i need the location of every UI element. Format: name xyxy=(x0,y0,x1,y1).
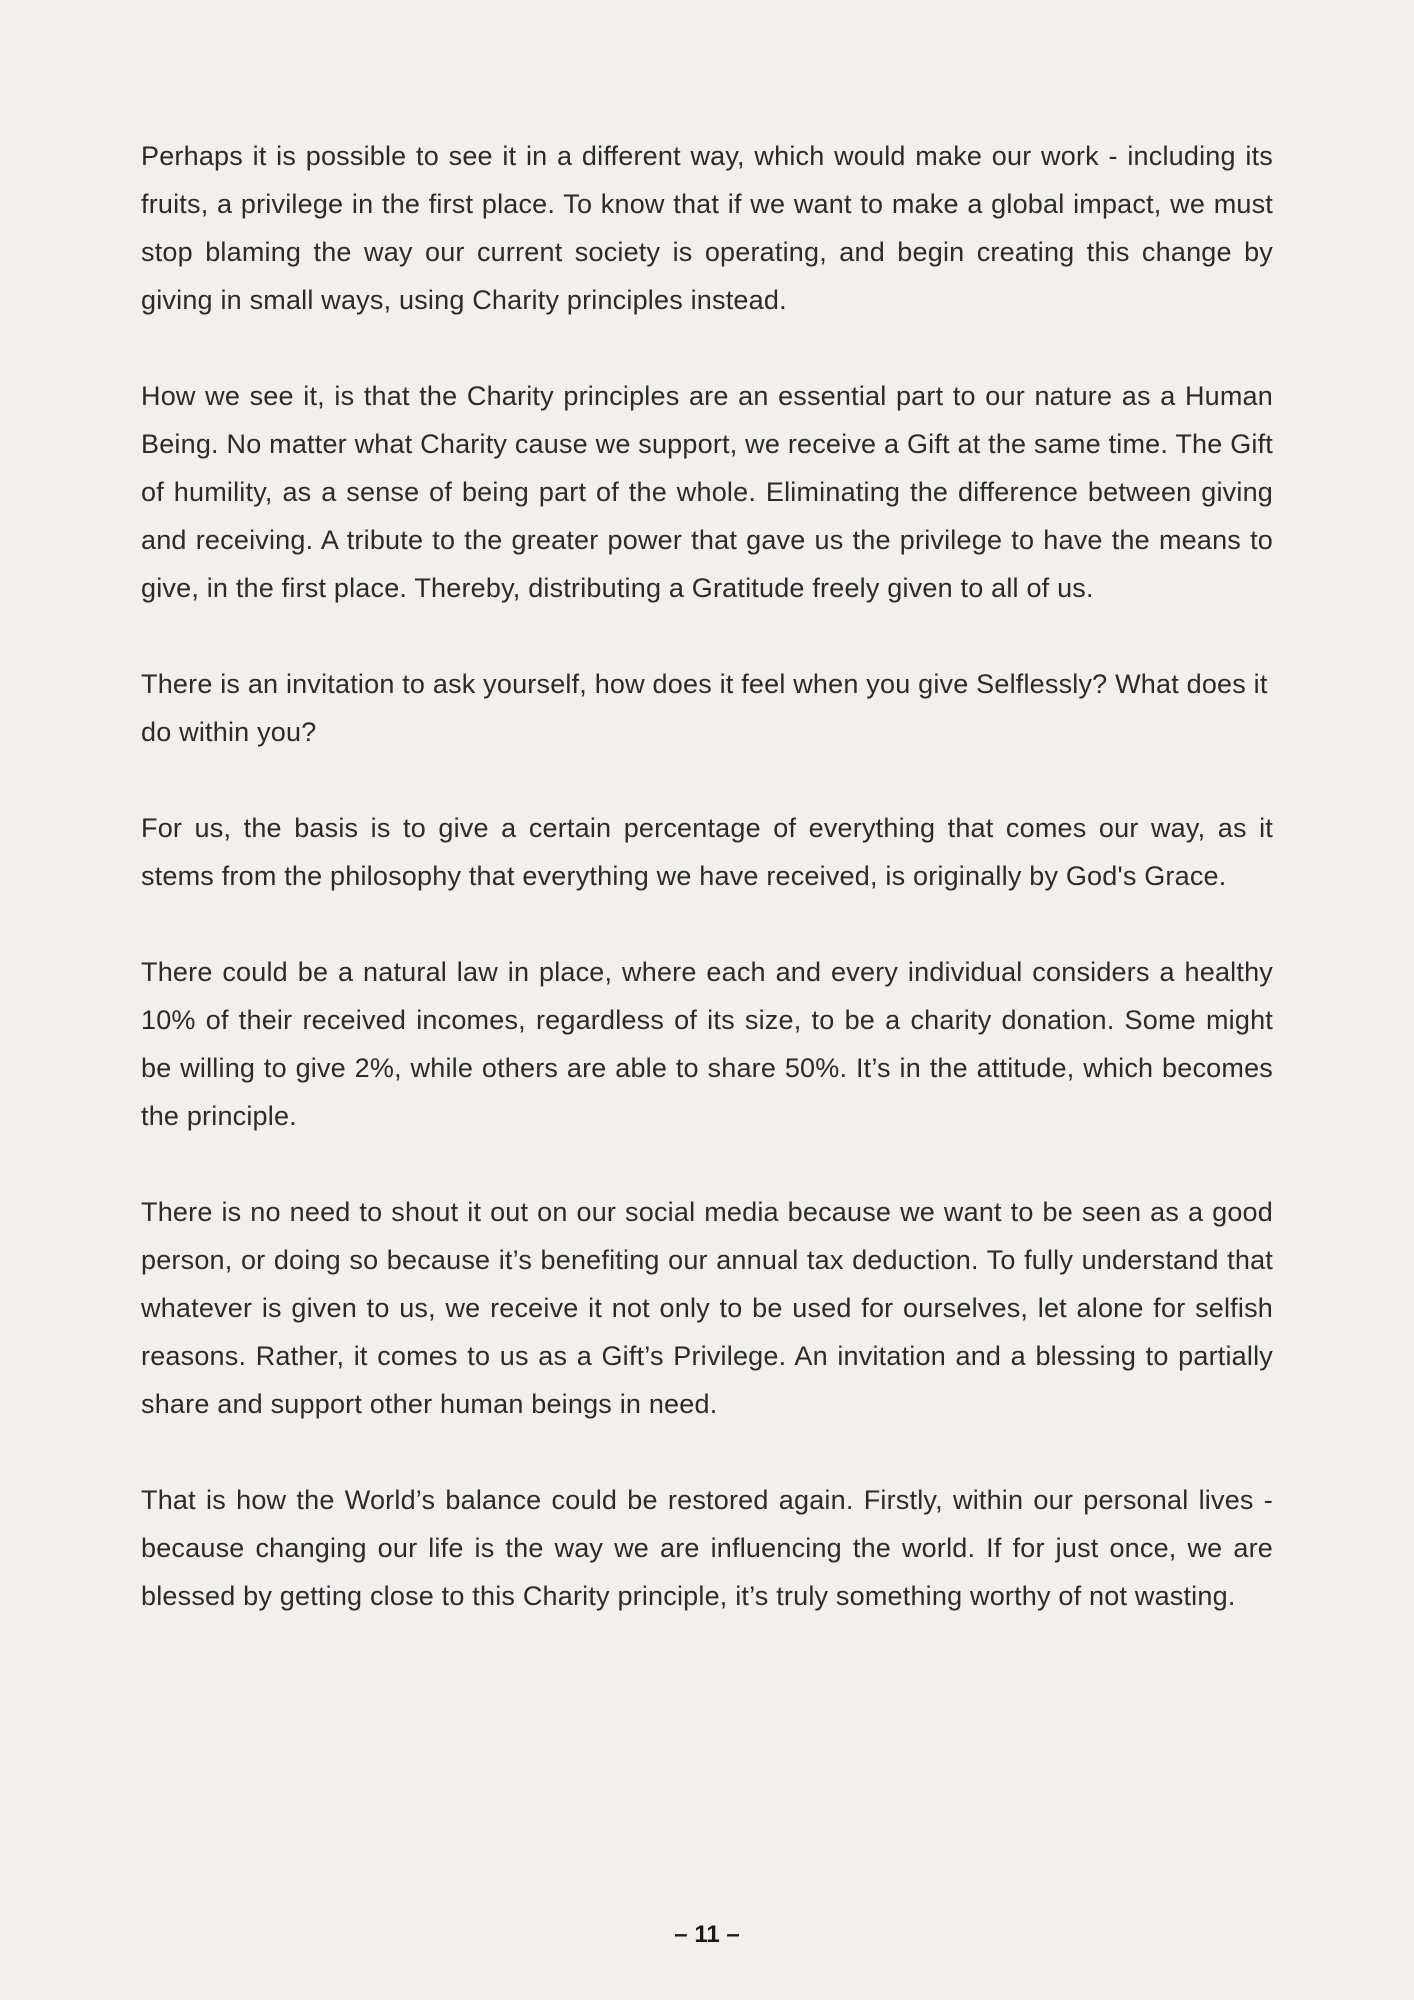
paragraph-3: There is an invitation to ask yourself, how does it feel when you give Selflessly? What does it do within you? xyxy=(141,669,1268,747)
paragraph-5: There could be a natural law in place, where each and every individual considers a healthy 10% of their received incomes, regardless of its size, to be a charity donation. Some might be willing to give 2%, while others are able to share 50%. It’s in the attitude, which becomes the principle. xyxy=(141,957,1273,1131)
page-number: – 11 – xyxy=(674,1921,740,1948)
paragraph-4: For us, the basis is to give a certain percentage of everything that comes our way, as it stems from the philosophy that everything we have received, is originally by God's Grace. xyxy=(141,813,1273,891)
paragraph-2: How we see it, is that the Charity principles are an essential part to our nature as a Human Being. No matter what Charity cause we support, we receive a Gift at the same time. The Gift of humility, as a sense of being part of the whole. Eliminating the difference between giving and receiving. A tribute to the greater power that gave us the privilege to have the means to give, in the first place. Thereby, distributing a Gratitude freely given to all of us. xyxy=(141,381,1273,603)
page-body xyxy=(141,132,1273,1668)
paragraph-6: There is no need to shout it out on our social media because we want to be seen as a good person, or doing so because it’s benefiting our annual tax deduction. To fully understand that whatever is given to us, we receive it not only to be used for ourselves, let alone for selfish reasons. Rather, it comes to us as a Gift’s Privilege. An invitation and a blessing to partially share and support other human beings in need. xyxy=(141,1197,1273,1419)
paragraph-1: Perhaps it is possible to see it in a different way, which would make our work - including its fruits, a privilege in the first place. To know that if we want to make a global impact, we must stop blaming the way our current society is operating, and begin creating this change by giving in small ways, using Charity principles instead. xyxy=(141,141,1273,315)
paragraph-7: That is how the World’s balance could be restored again. Firstly, within our personal lives - because changing our life is the way we are influencing the world. If for just once, we are blessed by getting close to this Charity principle, it’s truly something worthy of not wasting. xyxy=(141,1485,1273,1611)
